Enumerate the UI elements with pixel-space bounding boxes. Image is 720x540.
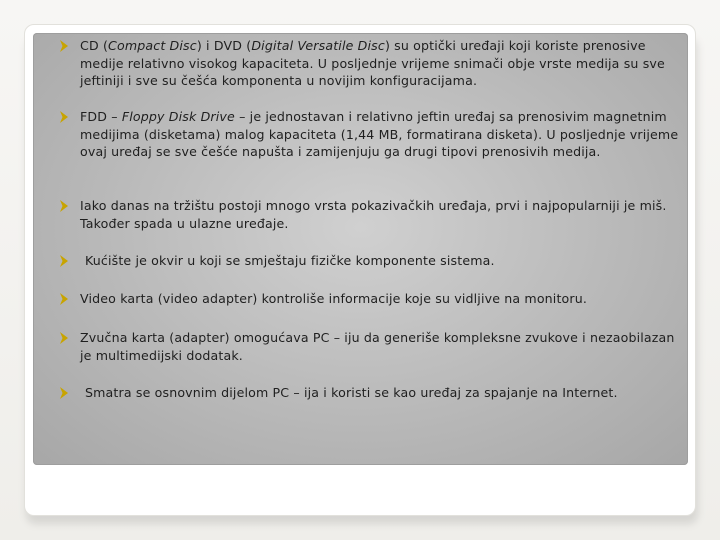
bullet-text-part: FDD – [80, 109, 122, 124]
list-item-cd-dvd [59, 37, 679, 90]
bullet-text-part: Kućište je okvir u koji se smještaju fizičke komponente sistema. [85, 253, 495, 268]
list-item-video-card [59, 290, 679, 308]
list-item-fdd [59, 108, 679, 161]
arrow-bullet-icon [59, 199, 69, 213]
bullet-text-part: ) su optički uređaji koji koriste prenosive medije relativno visokog kapaciteta. U posljednje vrijeme snimači obje vrste medija su sve jeftiniji i sve su češća komponenta u novijim konfiguracijama. [80, 38, 665, 88]
arrow-bullet-icon [59, 331, 69, 345]
arrow-bullet-icon [59, 254, 69, 268]
bullet-text [85, 384, 679, 402]
list-item-network-card [59, 384, 679, 402]
bullet-text [80, 197, 679, 232]
bullet-text-part: Video karta (video adapter) kontroliše informacije koje su vidljive na monitoru. [80, 291, 588, 306]
bullet-text [85, 252, 679, 270]
arrow-bullet-icon [59, 386, 69, 400]
list-item-sound-card [59, 329, 679, 364]
bullet-text-part: Smatra se osnovnim dijelom PC – ija i koristi se kao uređaj za spajanje na Internet. [85, 385, 618, 400]
arrow-bullet-icon [59, 39, 69, 53]
bullet-text-italic: Floppy Disk Drive [121, 109, 235, 124]
bullet-text [80, 37, 679, 90]
arrow-bullet-icon [59, 110, 69, 124]
bullet-text-part: CD ( [80, 38, 109, 53]
bullet-text [80, 290, 679, 308]
bullet-text-part: ) i DVD ( [196, 38, 252, 53]
bullet-text-italic: Digital Versatile Disc [251, 38, 385, 53]
bullet-text [80, 329, 679, 364]
list-item-mouse [59, 197, 679, 232]
list-item-case [59, 252, 679, 270]
bullet-text-part: – je jednostavan i relativno jeftin uređaj sa prenosivim magnetnim medijima (disketama) malog kapaciteta (1,44 MB, formatirana disketa). U posljednje vrijeme ovaj uređaj se sve češće napušta i zamijenjuju ga drugi tipovi prenosivih medija. [80, 109, 679, 159]
bullet-text-part: Zvučna karta (adapter) omogućava PC – iju da generiše kompleksne zvukove i nezaobilazan je multimedijski dodatak. [80, 330, 675, 363]
bullet-text [80, 108, 679, 161]
bullet-text-part: Iako danas na tržištu postoji mnogo vrsta pokazivačkih uređaja, prvi i najpopularniji je miš. Također spada u ulazne uređaje. [80, 198, 667, 231]
bullet-text-italic: Compact Disc [108, 38, 197, 53]
arrow-bullet-icon [59, 292, 69, 306]
